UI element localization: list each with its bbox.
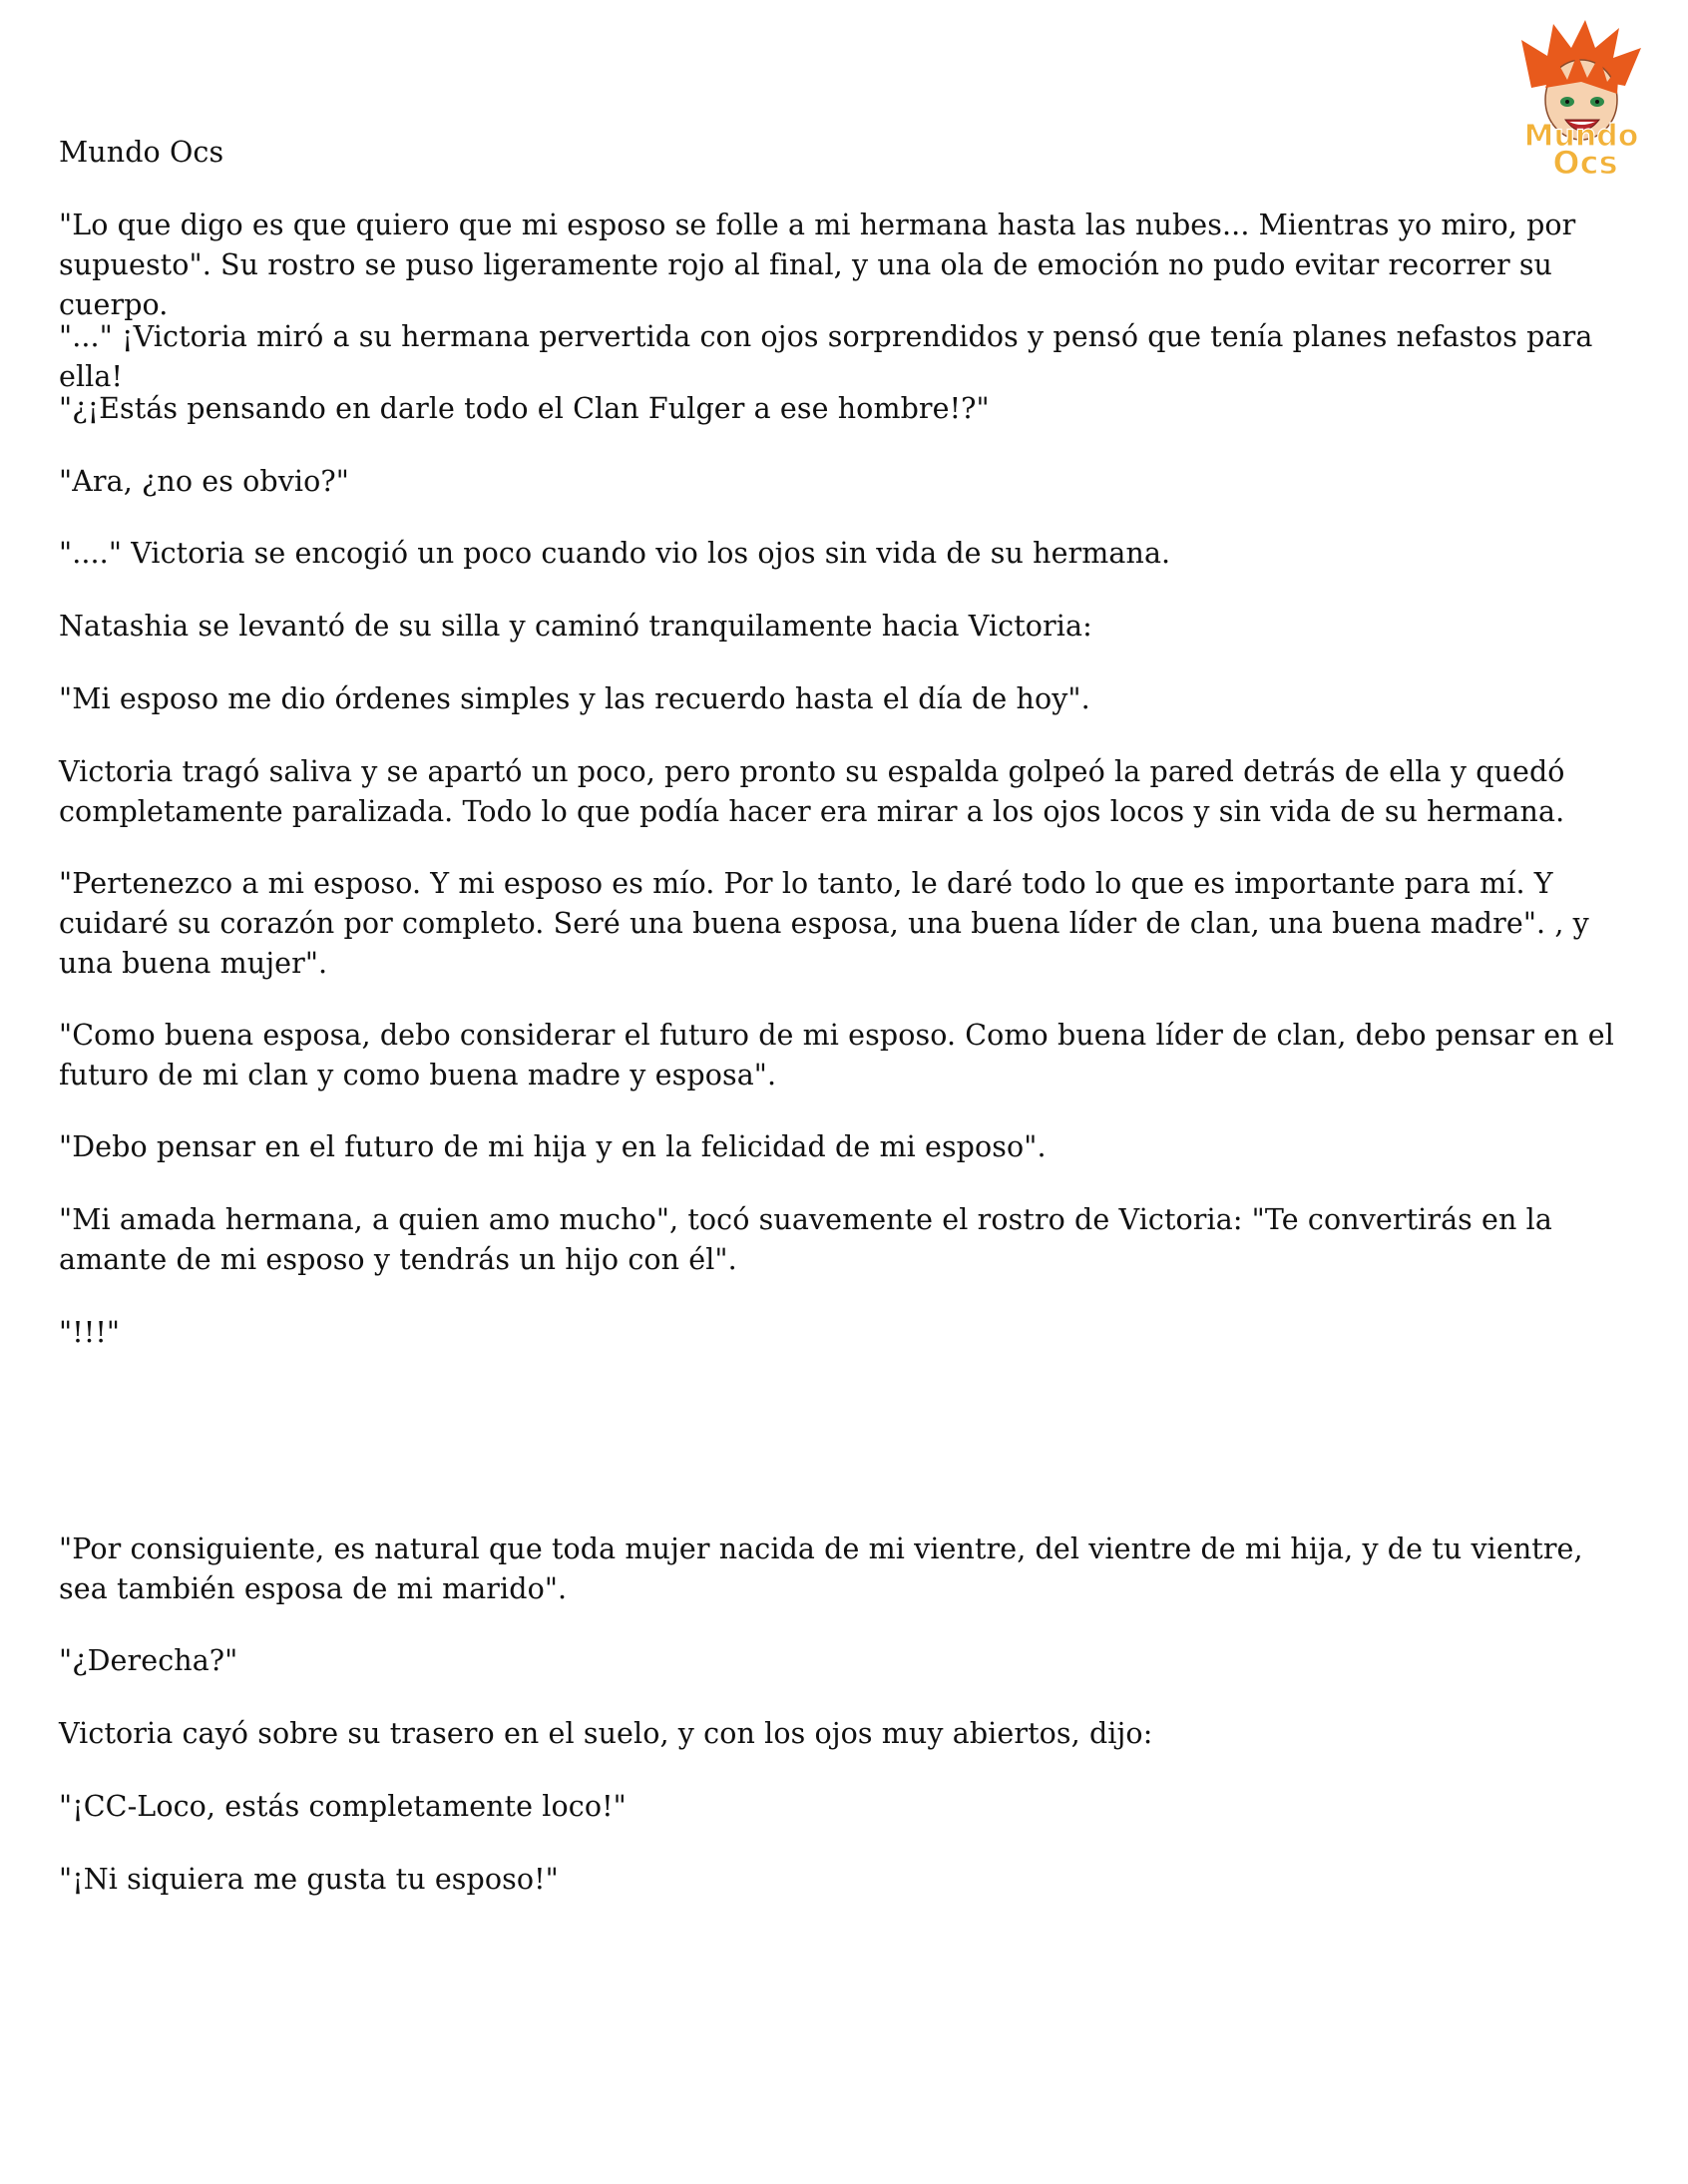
paragraph: Victoria tragó saliva y se apartó un poco, pero pronto su espalda golpeó la pared detrás de ella y quedó completamente paralizada. Todo lo que podía hacer era mirar a los ojos locos y sin vida de su hermana. [59, 755, 1565, 828]
logo-text-line2: Ocs [1552, 144, 1618, 178]
paragraph: "Lo que digo es que quiero que mi esposo se folle a mi hermana hasta las nubes... Mientras yo miro, por supuesto". Su rostro se puso ligeramente rojo al final, y una ola de emoción no pudo evitar recorrer su cuerpo. [59, 209, 1576, 321]
paragraph: "¿¡Estás pensando en darle todo el Clan Fulger a ese hombre!?" [59, 392, 990, 425]
paragraph: Victoria cayó sobre su trasero en el suelo, y con los ojos muy abiertos, dijo: [59, 1717, 1153, 1750]
logo-text-line1: Mundo [1523, 119, 1639, 154]
paragraph: "¿Derecha?" [59, 1644, 238, 1677]
paragraph: "!!!" [59, 1316, 121, 1349]
paragraph: "Mi amada hermana, a quien amo mucho", tocó suavemente el rostro de Victoria: "Te convertirás en la amante de mi esposo y tendrás un hijo con él". [59, 1203, 1552, 1276]
paragraph: "¡Ni siquiera me gusta tu esposo!" [59, 1863, 559, 1896]
document-title: Mundo Ocs [59, 136, 224, 169]
paragraph: "Por consiguiente, es natural que toda mujer nacida de mi vientre, del vientre de mi hija, y de tu vientre, sea también esposa de mi marido". [59, 1532, 1583, 1605]
paragraph: "Mi esposo me dio órdenes simples y las recuerdo hasta el día de hoy". [59, 682, 1090, 715]
paragraph: "Ara, ¿no es obvio?" [59, 465, 349, 498]
paragraph: "..." ¡Victoria miró a su hermana pervertida con ojos sorprendidos y pensó que tenía planes nefastos para ella! [59, 320, 1593, 393]
paragraph: "Debo pensar en el futuro de mi hija y en la felicidad de mi esposo". [59, 1130, 1047, 1163]
paragraph: "...." Victoria se encogió un poco cuando vio los ojos sin vida de su hermana. [59, 537, 1171, 570]
paragraph: "¡CC-Loco, estás completamente loco!" [59, 1790, 627, 1823]
paragraph: Natashia se levantó de su silla y caminó tranquilamente hacia Victoria: [59, 610, 1092, 643]
paragraph: "Pertenezco a mi esposo. Y mi esposo es mío. Por lo tanto, le daré todo lo que es importante para mí. Y cuidaré su corazón por completo. Seré una buena esposa, una buena líder de clan, una buena madre". , y una buena mujer". [59, 867, 1589, 980]
paragraph: "Como buena esposa, debo considerar el futuro de mi esposo. Como buena líder de clan, debo pensar en el futuro de mi clan y como buena madre y esposa". [59, 1019, 1614, 1092]
